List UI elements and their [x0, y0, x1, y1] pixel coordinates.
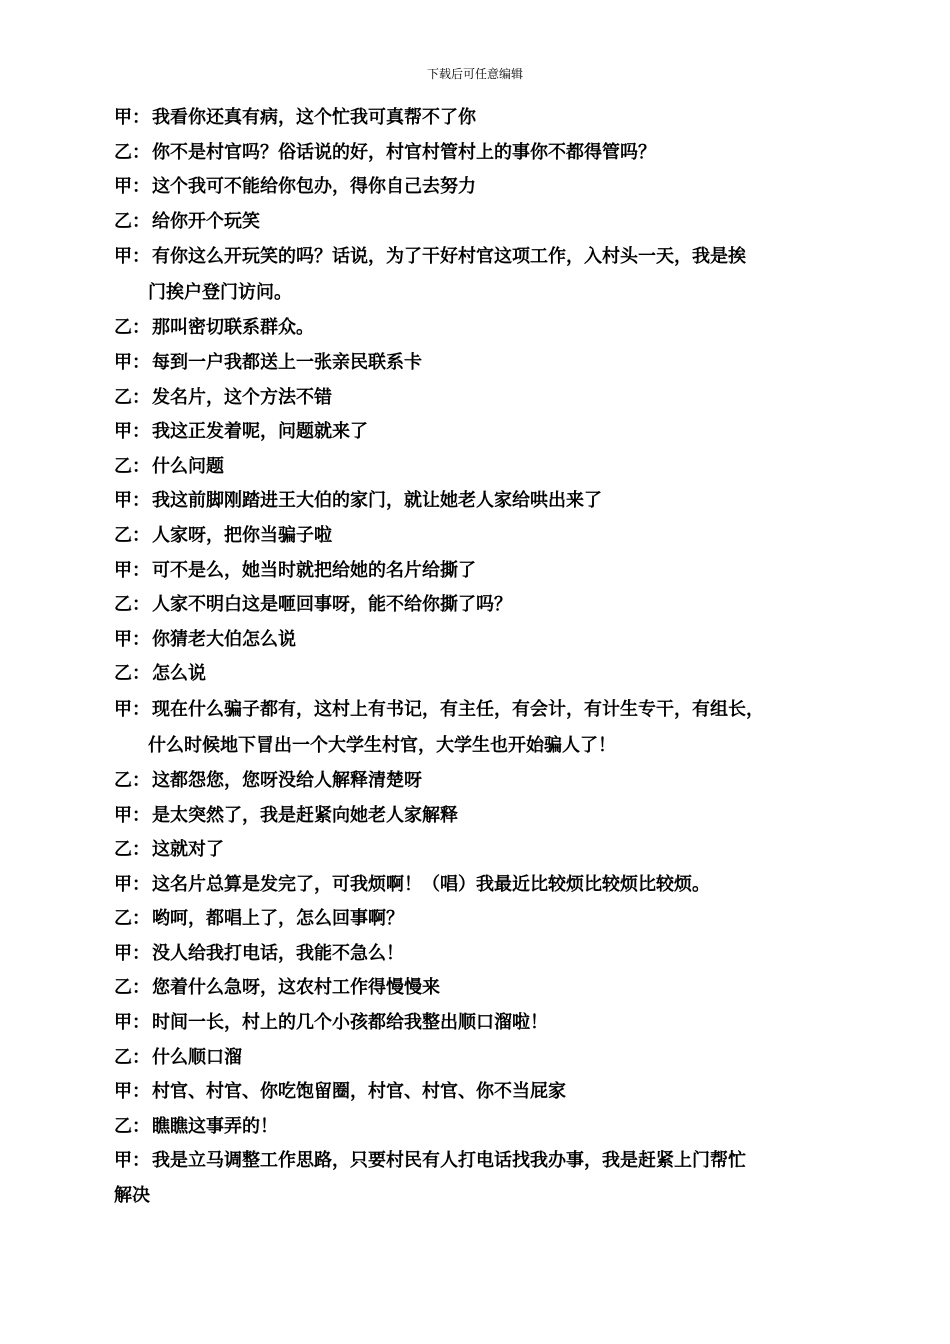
line-text: 您着什么急呀，这农村工作得慢慢来	[152, 977, 440, 999]
dialogue-line	[114, 1041, 874, 1076]
speaker-label: 乙：	[114, 141, 150, 163]
dialogue-line	[114, 937, 874, 972]
line-text: 可不是么，她当时就把给她的名片给撕了	[152, 559, 476, 581]
line-text: 那叫密切联系群众。	[152, 317, 314, 339]
speaker-label: 甲：	[114, 698, 150, 720]
dialogue-line	[114, 971, 874, 1006]
dialogue-line	[114, 833, 874, 868]
dialogue-line	[114, 450, 874, 485]
dialogue-line	[114, 692, 874, 764]
speaker-label: 乙：	[114, 455, 150, 477]
line-text: 哟呵，都唱上了，怎么回事啊？	[152, 908, 404, 930]
line-text: 我这前脚刚踏进王大伯的家门，就让她老人家给哄出来了	[152, 490, 602, 512]
dialogue-line	[114, 554, 874, 589]
speaker-label: 甲：	[114, 1150, 150, 1172]
speaker-label: 乙：	[114, 386, 150, 408]
speaker-label: 乙：	[114, 1115, 150, 1137]
dialogue-line	[114, 588, 874, 623]
line-tail: 解决	[114, 1185, 150, 1207]
speaker-label: 乙：	[114, 594, 150, 616]
page-header: 下载后可任意编辑	[426, 67, 523, 81]
line-text: 是太突然了，我是赶紧向她老人家解释	[152, 804, 458, 826]
dialogue-line	[114, 764, 874, 799]
dialogue-line	[114, 346, 874, 381]
speaker-label: 甲：	[114, 1012, 150, 1034]
line-text: 每到一户我都送上一张亲民联系卡	[152, 351, 422, 373]
line-text: 村官、村官、你吃饱留圈，村官、村官、你不当屁家	[152, 1081, 566, 1103]
line-text: 没人给我打电话，我能不急么！	[152, 942, 404, 964]
line-text: 你不是村官吗？俗话说的好，村官村管村上的事你不都得管吗？	[152, 141, 656, 163]
speaker-label: 甲：	[114, 490, 150, 512]
dialogue-line	[114, 1075, 874, 1110]
line-text: 我是立马调整工作思路，只要村民有人打电话找我办事，我是赶紧上门帮忙	[152, 1150, 746, 1172]
speaker-label: 乙：	[114, 977, 150, 999]
speaker-label: 乙：	[114, 769, 150, 791]
line-text: 这都怨您，您呀没给人解释清楚呀	[152, 769, 422, 791]
dialogue-line	[114, 657, 874, 692]
dialogue-line	[114, 136, 874, 171]
line-text: 我看你还真有病，这个忙我可真帮不了你	[152, 107, 476, 128]
line-text: 发名片，这个方法不错	[152, 386, 332, 408]
dialogue-line	[114, 311, 874, 346]
speaker-label: 甲：	[114, 421, 150, 443]
dialogue-body	[114, 101, 874, 1213]
line-text: 什么问题	[152, 455, 224, 477]
line-text: 这就对了	[152, 839, 224, 861]
speaker-label: 乙：	[114, 663, 150, 685]
speaker-label: 乙：	[114, 908, 150, 930]
line-text: 什么顺口溜	[152, 1046, 242, 1068]
line-continuation: 门挨户登门访问。	[148, 282, 292, 304]
speaker-label: 乙：	[114, 1046, 150, 1068]
speaker-label: 甲：	[114, 559, 150, 581]
line-text: 我这正发着呢，问题就来了	[152, 421, 368, 443]
line-text: 时间一长，村上的几个小孩都给我整出顺口溜啦！	[152, 1012, 548, 1034]
speaker-label: 乙：	[114, 839, 150, 861]
dialogue-line	[114, 239, 874, 311]
dialogue-line	[114, 519, 874, 554]
speaker-label: 乙：	[114, 524, 150, 546]
speaker-label: 乙：	[114, 210, 150, 232]
line-continuation: 什么时候地下冒出一个大学生村官，大学生也开始骗人了！	[148, 734, 616, 756]
speaker-label: 甲：	[114, 176, 150, 198]
speaker-label: 乙：	[114, 317, 150, 339]
dialogue-line	[114, 381, 874, 416]
line-text: 这名片总算是发完了，可我烦啊！（唱）我最近比较烦比较烦比较烦。	[152, 873, 710, 895]
line-text: 瞧瞧这事弄的！	[152, 1115, 278, 1137]
dialogue-line	[114, 1006, 874, 1041]
line-text: 给你开个玩笑	[152, 210, 260, 232]
dialogue-line	[114, 170, 874, 205]
dialogue-line	[114, 623, 874, 658]
speaker-label: 甲：	[114, 107, 150, 128]
speaker-label: 甲：	[114, 1081, 150, 1103]
dialogue-line	[114, 799, 874, 834]
speaker-label: 甲：	[114, 246, 150, 268]
dialogue-line	[114, 902, 874, 937]
dialogue-line	[114, 1144, 874, 1179]
dialogue-line	[114, 484, 874, 519]
speaker-label: 甲：	[114, 351, 150, 373]
line-text: 有你这么开玩笑的吗？话说，为了干好村官这项工作，入村头一天，我是挨	[152, 246, 746, 268]
line-text: 现在什么骗子都有，这村上有书记，有主任，有会计，有计生专干，有组长，	[152, 698, 764, 720]
speaker-label: 甲：	[114, 942, 150, 964]
dialogue-line	[114, 1110, 874, 1145]
dialogue-line	[114, 415, 874, 450]
dialogue-line	[114, 101, 874, 136]
line-text: 人家不明白这是咂回事呀，能不给你撕了吗？	[152, 594, 512, 616]
dialogue-line	[114, 205, 874, 240]
line-text: 这个我可不能给你包办，得你自己去努力	[152, 176, 476, 198]
line-text: 人家呀，把你当骗子啦	[152, 524, 332, 546]
dialogue-line	[114, 868, 874, 903]
line-text: 你猜老大伯怎么说	[152, 628, 296, 650]
speaker-label: 甲：	[114, 873, 150, 895]
speaker-label: 甲：	[114, 804, 150, 826]
speaker-label: 甲：	[114, 628, 150, 650]
line-text: 怎么说	[152, 663, 206, 685]
